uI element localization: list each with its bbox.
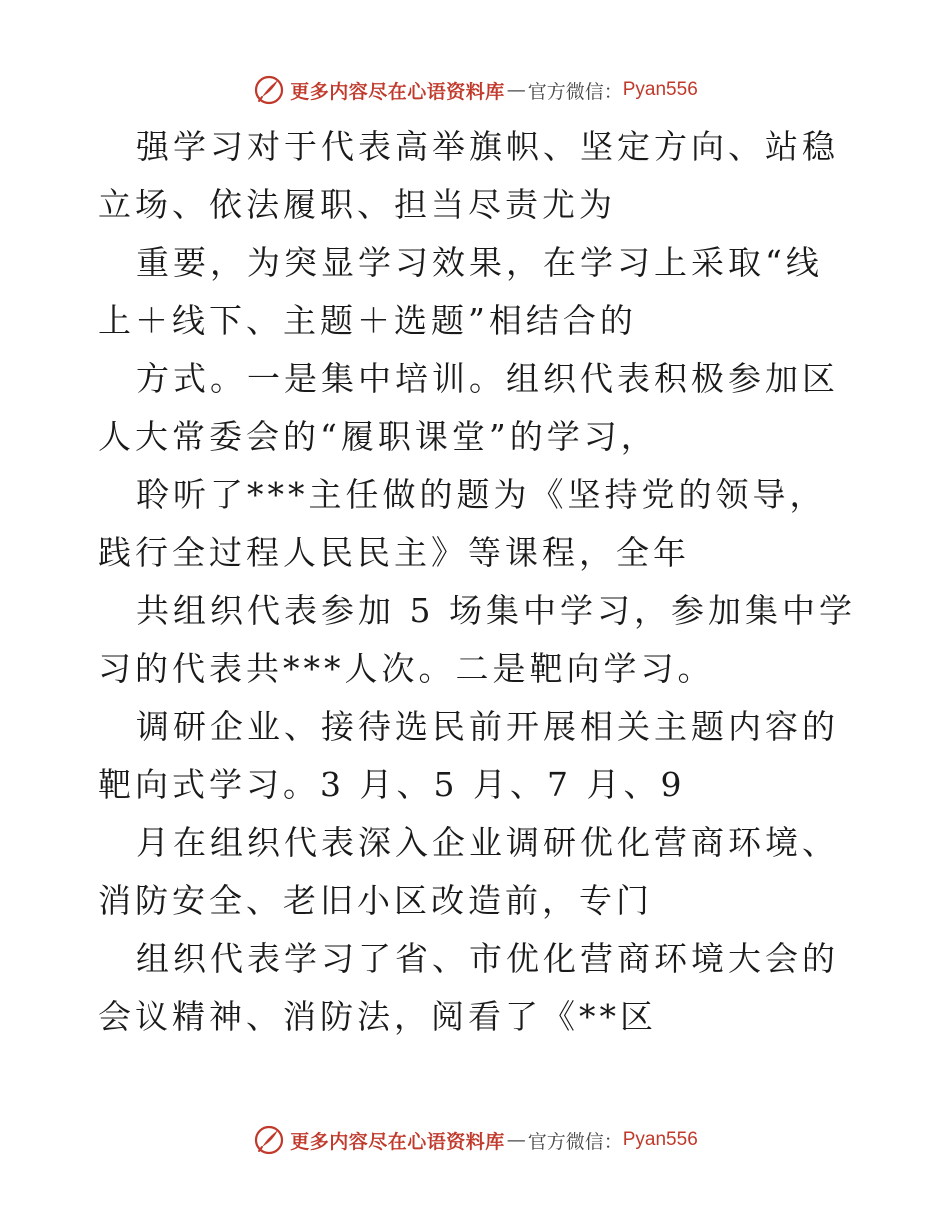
paragraph: 月在组织代表深入企业调研优化营商环境、消防安全、老旧小区改造前，专门 [98,823,839,920]
header-separator: — [506,79,526,101]
paragraph: 重要，为突显学习效果，在学习上采取“线上＋线下、主题＋选题”相结合的 [98,243,823,340]
paragraph: 调研企业、接待选民前开展相关主题内容的靶向式学习。3 月、5 月、7 月、9 [98,707,839,804]
paragraph: 组织代表学习了省、市优化营商环境大会的会议精神、消防法，阅看了《**区 [98,939,839,1036]
feather-pen-circle-icon [252,73,286,107]
footer-wechat-label: 官方微信： [527,1130,623,1153]
paragraph: 方式。一是集中培训。组织代表积极参加区人大常委会的“履职课堂”的学习， [98,359,839,456]
footer-separator: — [506,1129,526,1151]
document-body [98,118,858,1046]
paragraph: 强学习对于代表高举旗帜、坚定方向、站稳立场、依法履职、担当尽责尤为 [98,127,839,224]
feather-pen-circle-icon [252,1123,286,1157]
paragraph: 共组织代表参加 5 场集中学习，参加集中学习的代表共***人次。二是靶向学习。 [98,591,856,688]
footer-banner [0,1120,950,1160]
footer-wechat-id: Pyan556 [622,1129,698,1150]
header-banner [0,70,950,110]
header-brand-text: 更多内容尽在心语资料库 [290,80,505,103]
paragraph: 聆听了***主任做的题为《坚持党的领导，践行全过程人民民主》等课程，全年 [98,475,827,572]
footer-brand-text: 更多内容尽在心语资料库 [290,1130,505,1153]
header-wechat-id: Pyan556 [622,79,698,100]
header-wechat-label: 官方微信： [527,80,623,103]
